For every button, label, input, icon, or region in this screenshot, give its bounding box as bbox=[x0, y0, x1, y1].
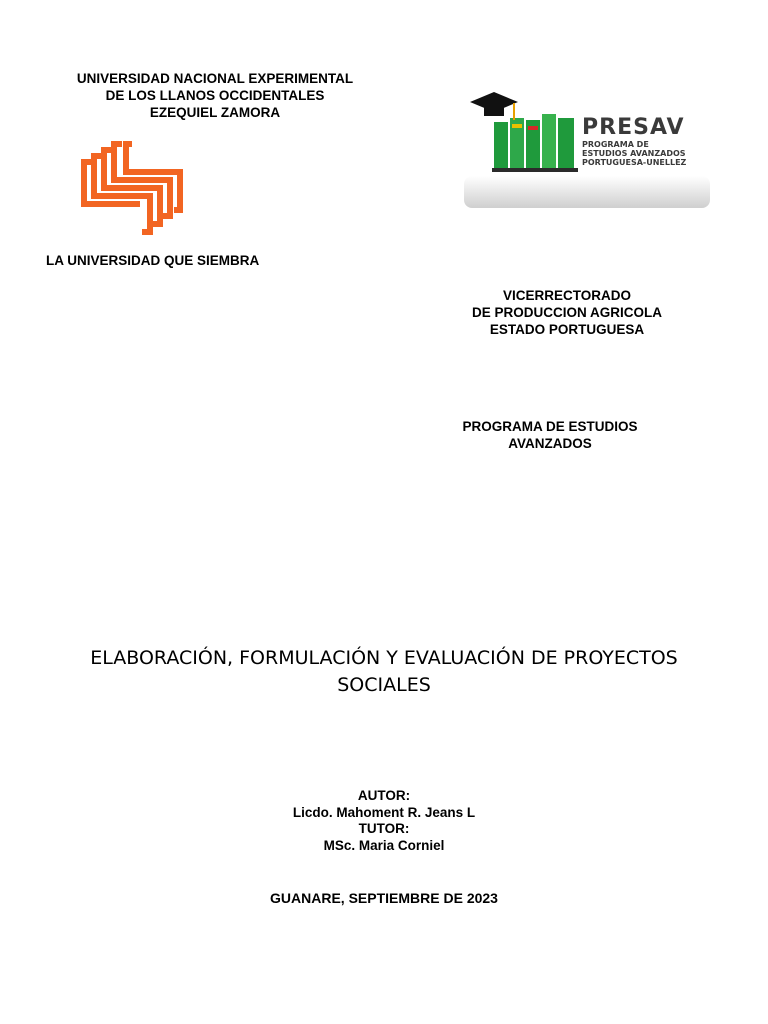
program-line-2: AVANZADOS bbox=[508, 436, 592, 451]
university-name-line-3: EZEQUIEL ZAMORA bbox=[149, 105, 281, 120]
vicerrectorado-block bbox=[452, 287, 682, 338]
university-name-line-2: DE LOS LLANOS OCCIDENTALES bbox=[105, 88, 325, 103]
credits-block bbox=[234, 788, 534, 854]
university-name bbox=[40, 70, 390, 121]
unellez-logo bbox=[74, 140, 186, 238]
university-name-line-1: UNIVERSIDAD NACIONAL EXPERIMENTAL bbox=[76, 71, 354, 86]
presav-title: PRESAV bbox=[582, 115, 685, 140]
place-date: GUANARE, SEPTIEMBRE DE 2023 bbox=[270, 890, 498, 906]
author-label: AUTOR: bbox=[357, 788, 411, 803]
presav-subtitle-line-2: ESTUDIOS AVANZADOS bbox=[582, 149, 686, 158]
tutor-label: TUTOR: bbox=[358, 821, 410, 836]
vicerrectorado-line-1: VICERRECTORADO bbox=[502, 288, 631, 303]
tutor-name: MSc. Maria Corniel bbox=[323, 837, 445, 853]
program-block bbox=[440, 418, 660, 452]
vicerrectorado-line-3: ESTADO PORTUGUESA bbox=[489, 322, 645, 337]
document-title-line-1: ELABORACIÓN, FORMULACIÓN Y EVALUACIÓN DE PROYECTOS bbox=[90, 647, 678, 669]
document-title bbox=[40, 645, 728, 699]
vicerrectorado-line-2: DE PRODUCCION AGRICOLA bbox=[471, 305, 662, 320]
author-name: Licdo. Mahoment R. Jeans L bbox=[292, 804, 476, 820]
presav-subtitle-line-1: PROGRAMA DE bbox=[582, 140, 649, 149]
presav-subtitle-line-3: PORTUGUESA-UNELLEZ bbox=[582, 158, 687, 167]
document-title-line-2: SOCIALES bbox=[337, 674, 431, 696]
university-motto: LA UNIVERSIDAD QUE SIEMBRA bbox=[46, 253, 260, 268]
program-line-1: PROGRAMA DE ESTUDIOS bbox=[462, 419, 638, 434]
presav-logo-text bbox=[582, 116, 712, 167]
